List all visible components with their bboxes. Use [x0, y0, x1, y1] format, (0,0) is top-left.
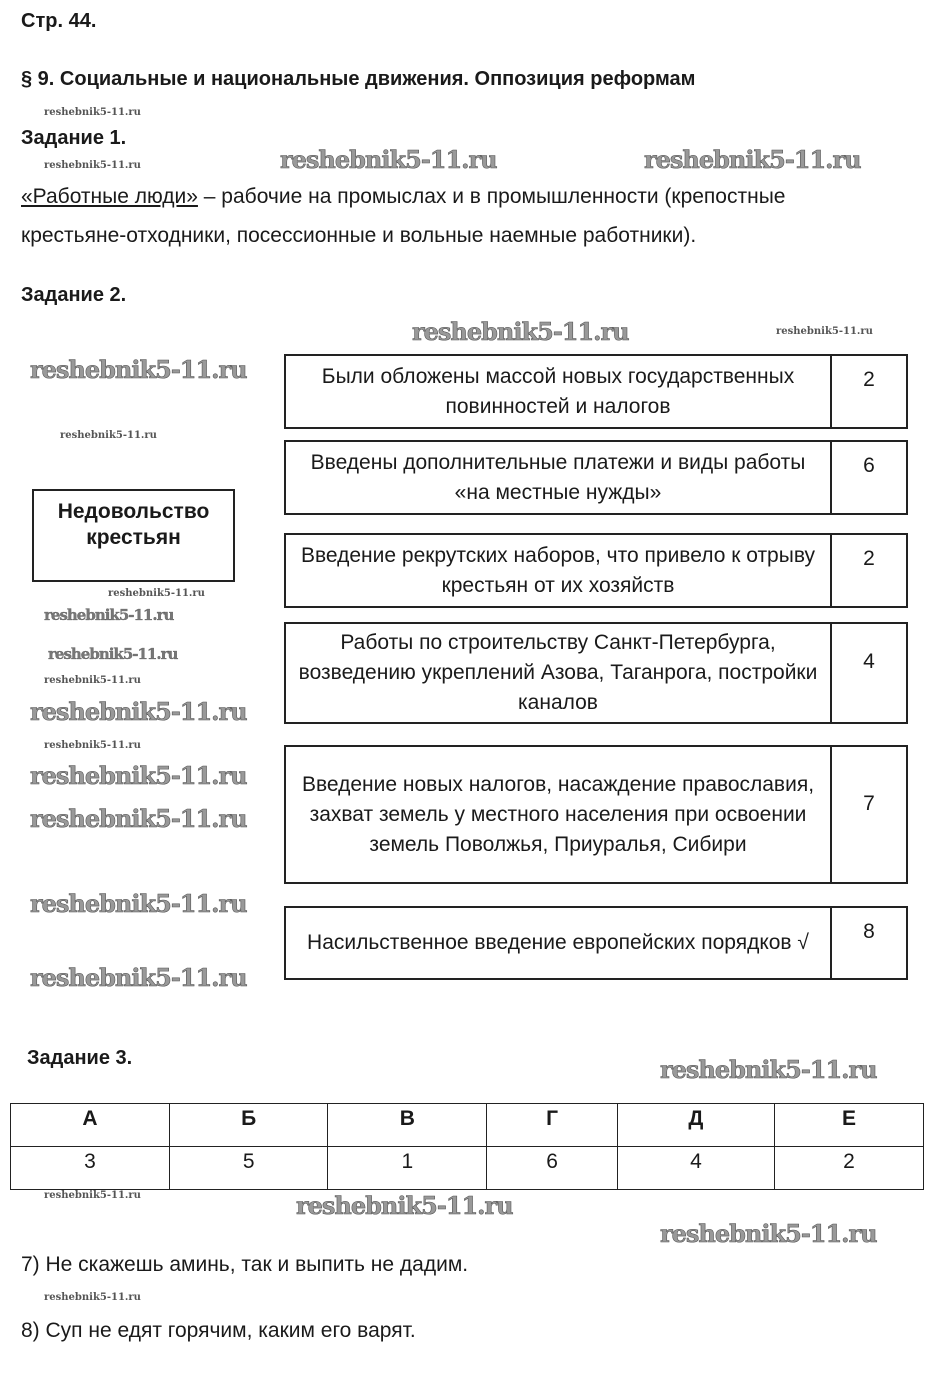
table-header-row	[11, 1104, 924, 1147]
cause-text: Введение новых налогов, насаждение православия, захват земель у местного населения при освоении земель Поволжья, Приуралья, Сибири	[286, 747, 832, 882]
task1-title: Задание 1.	[21, 127, 127, 149]
cause-number: 4	[863, 650, 875, 673]
watermark: reshebnik5-11.ru	[296, 1191, 513, 1220]
task1-definition: – рабочие на промыслах и в промышленности (крепостные	[197, 185, 786, 208]
watermark: reshebnik5-11.ru	[280, 145, 497, 174]
proverb: 8) Суп не едят горячим, каким его варят.	[21, 1319, 416, 1342]
watermark: reshebnik5-11.ru	[30, 804, 247, 833]
section-title: § 9. Социальные и национальные движения. Оппозиция реформам	[21, 68, 696, 90]
table-header: Б	[170, 1104, 328, 1147]
table-header: Г	[487, 1104, 617, 1147]
table-header: Д	[617, 1104, 774, 1147]
watermark: reshebnik5-11.ru	[108, 588, 205, 599]
watermark: reshebnik5-11.ru	[44, 107, 141, 118]
root-box: Недовольство крестьян	[32, 489, 235, 582]
cause-text: Были обложены массой новых государственных повинностей и налогов	[286, 356, 832, 427]
table-cell: 4	[617, 1147, 774, 1190]
watermark: reshebnik5-11.ru	[44, 160, 141, 171]
task3-title: Задание 3.	[27, 1047, 133, 1069]
watermark: reshebnik5-11.ru	[30, 889, 247, 918]
proverb: 7) Не скажешь аминь, так и выпить не дадим.	[21, 1253, 469, 1276]
cause-text: Насильственное введение европейских порядков √	[286, 908, 832, 978]
page-label: Стр. 44.	[21, 10, 97, 32]
table-cell: 5	[170, 1147, 328, 1190]
cause-number: 7	[863, 792, 875, 815]
task1-term: «Работные люди»	[21, 185, 198, 208]
table-header: В	[328, 1104, 487, 1147]
watermark: reshebnik5-11.ru	[30, 697, 247, 726]
watermark: reshebnik5-11.ru	[30, 355, 247, 384]
cause-box	[284, 440, 908, 515]
table-cell: 2	[775, 1147, 924, 1190]
cause-box	[284, 906, 908, 980]
cause-text: Введение рекрутских наборов, что привело к отрыву крестьян от их хозяйств	[286, 535, 832, 606]
task1-definition-line2: крестьяне-отходники, посессионные и вольные наемные работники).	[21, 224, 697, 247]
watermark: reshebnik5-11.ru	[44, 740, 141, 751]
cause-box	[284, 354, 908, 429]
watermark: reshebnik5-11.ru	[412, 317, 629, 346]
answer-table	[10, 1103, 924, 1190]
cause-text: Работы по строительству Санкт-Петербурга, возведению укреплений Азова, Таганрога, постройки каналов	[286, 624, 832, 722]
cause-box	[284, 533, 908, 608]
watermark: reshebnik5-11.ru	[660, 1219, 877, 1248]
watermark: reshebnik5-11.ru	[44, 606, 174, 624]
cause-box	[284, 622, 908, 724]
cause-number: 8	[863, 920, 875, 943]
table-header: А	[11, 1104, 170, 1147]
cause-number: 2	[863, 368, 875, 391]
watermark: reshebnik5-11.ru	[60, 430, 157, 441]
watermark: reshebnik5-11.ru	[644, 145, 861, 174]
watermark: reshebnik5-11.ru	[48, 645, 178, 663]
cause-text: Введены дополнительные платежи и виды работы «на местные нужды»	[286, 442, 832, 513]
cause-box	[284, 745, 908, 884]
watermark: reshebnik5-11.ru	[660, 1055, 877, 1084]
cause-number: 2	[863, 547, 875, 570]
watermark: reshebnik5-11.ru	[44, 675, 141, 686]
watermark: reshebnik5-11.ru	[776, 326, 873, 337]
task1-text	[21, 177, 785, 255]
table-row	[11, 1147, 924, 1190]
watermark: reshebnik5-11.ru	[44, 1292, 141, 1303]
watermark: reshebnik5-11.ru	[30, 963, 247, 992]
task2-title: Задание 2.	[21, 284, 127, 306]
table-header: Е	[775, 1104, 924, 1147]
watermark: reshebnik5-11.ru	[30, 761, 247, 790]
table-cell: 1	[328, 1147, 487, 1190]
table-cell: 3	[11, 1147, 170, 1190]
table-cell: 6	[487, 1147, 617, 1190]
cause-number: 6	[863, 454, 875, 477]
watermark: reshebnik5-11.ru	[44, 1190, 141, 1201]
